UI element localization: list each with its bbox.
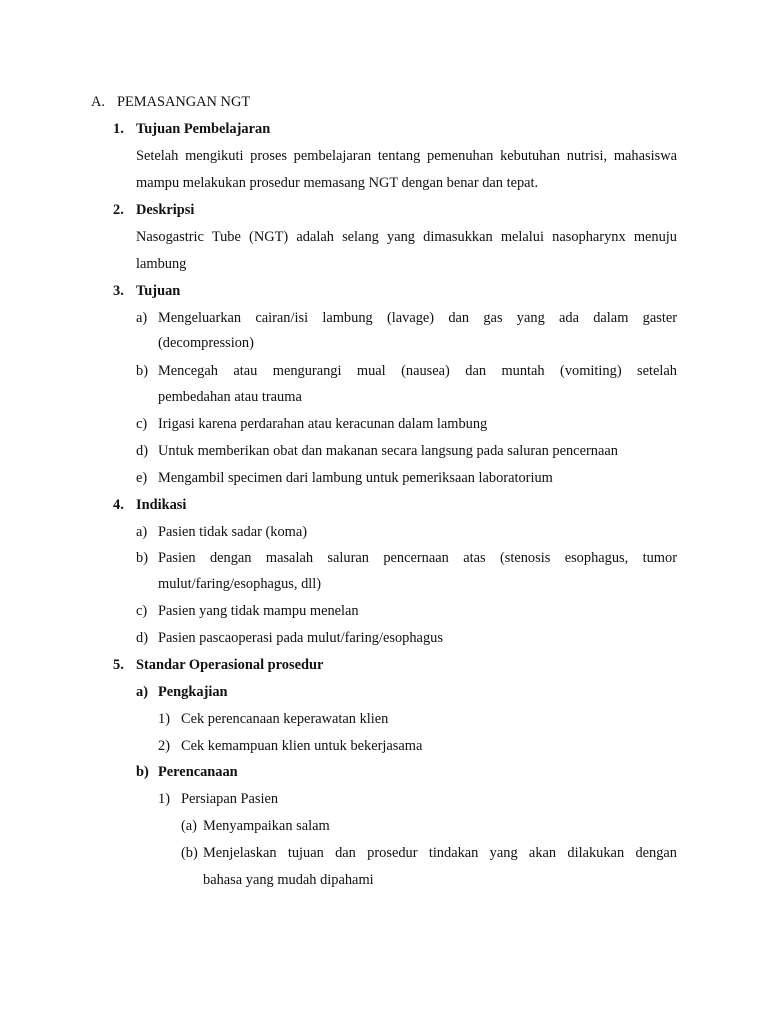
subsection-title: Pengkajian: [158, 684, 228, 700]
list-text: Pasien pascaoperasi pada mulut/faring/esophagus: [158, 630, 443, 646]
list-text: Pasien yang tidak mampu menelan: [158, 603, 359, 619]
item-2-title: Deskripsi: [136, 202, 195, 218]
list-marker: a): [136, 310, 148, 326]
item-2-text: Nasogastric Tube (NGT) adalah selang yang dimasukkan melalui nasopharynx menuju: [136, 229, 677, 245]
item-1-text: mampu melakukan prosedur memasang NGT dengan benar dan tepat.: [136, 175, 539, 191]
list-text: bahasa yang mudah dipahami: [203, 872, 374, 888]
list-marker: a): [136, 524, 148, 540]
section-marker: A.: [91, 94, 105, 110]
section-title: PEMASANGAN NGT: [117, 94, 251, 110]
list-marker: (b): [181, 845, 198, 861]
list-text: Untuk memberikan obat dan makanan secara langsung pada saluran pencernaan: [158, 443, 618, 459]
list-text: pembedahan atau trauma: [158, 389, 302, 405]
list-marker: b): [136, 550, 148, 566]
list-marker: c): [136, 603, 148, 619]
list-text: Pasien tidak sadar (koma): [158, 524, 308, 540]
list-text: Mencegah atau mengurangi mual (nausea) dan muntah (vomiting) setelah: [158, 363, 677, 379]
list-text: Pasien dengan masalah saluran pencernaan atas (stenosis esophagus, tumor: [158, 550, 677, 566]
list-text: mulut/faring/esophagus, dll): [158, 576, 322, 592]
list-text: (decompression): [158, 335, 254, 351]
item-5-marker: 5.: [113, 657, 124, 673]
item-2-text: lambung: [136, 256, 187, 272]
item-2-marker: 2.: [113, 202, 124, 218]
list-text: Cek perencanaan keperawatan klien: [181, 711, 389, 727]
list-marker: b): [136, 363, 148, 379]
item-1-marker: 1.: [113, 121, 124, 137]
list-marker: e): [136, 470, 148, 486]
item-5-title: Standar Operasional prosedur: [136, 657, 324, 673]
subsection-marker: b): [136, 764, 149, 780]
list-marker: 1): [158, 791, 170, 807]
list-marker: d): [136, 630, 148, 646]
item-4-marker: 4.: [113, 497, 124, 513]
item-3-title: Tujuan: [136, 283, 181, 299]
list-text: Mengambil specimen dari lambung untuk pemeriksaan laboratorium: [158, 470, 553, 486]
list-marker: 2): [158, 738, 170, 754]
list-marker: 1): [158, 711, 170, 727]
list-text: Menjelaskan tujuan dan prosedur tindakan yang akan dilakukan dengan: [203, 845, 677, 861]
list-text: Persiapan Pasien: [181, 791, 279, 807]
list-text: Menyampaikan salam: [203, 818, 330, 834]
list-marker: d): [136, 443, 148, 459]
list-text: Irigasi karena perdarahan atau keracunan dalam lambung: [158, 416, 488, 432]
item-4-title: Indikasi: [136, 497, 187, 513]
subsection-marker: a): [136, 684, 148, 700]
item-3-marker: 3.: [113, 283, 124, 299]
list-marker: c): [136, 416, 148, 432]
list-marker: (a): [181, 818, 197, 834]
list-text: Cek kemampuan klien untuk bekerjasama: [181, 738, 423, 754]
item-1-title: Tujuan Pembelajaran: [136, 121, 271, 137]
item-1-text: Setelah mengikuti proses pembelajaran tentang pemenuhan kebutuhan nutrisi, mahasiswa: [136, 148, 677, 164]
subsection-title: Perencanaan: [158, 764, 238, 780]
list-text: Mengeluarkan cairan/isi lambung (lavage) dan gas yang ada dalam gaster: [158, 310, 677, 326]
